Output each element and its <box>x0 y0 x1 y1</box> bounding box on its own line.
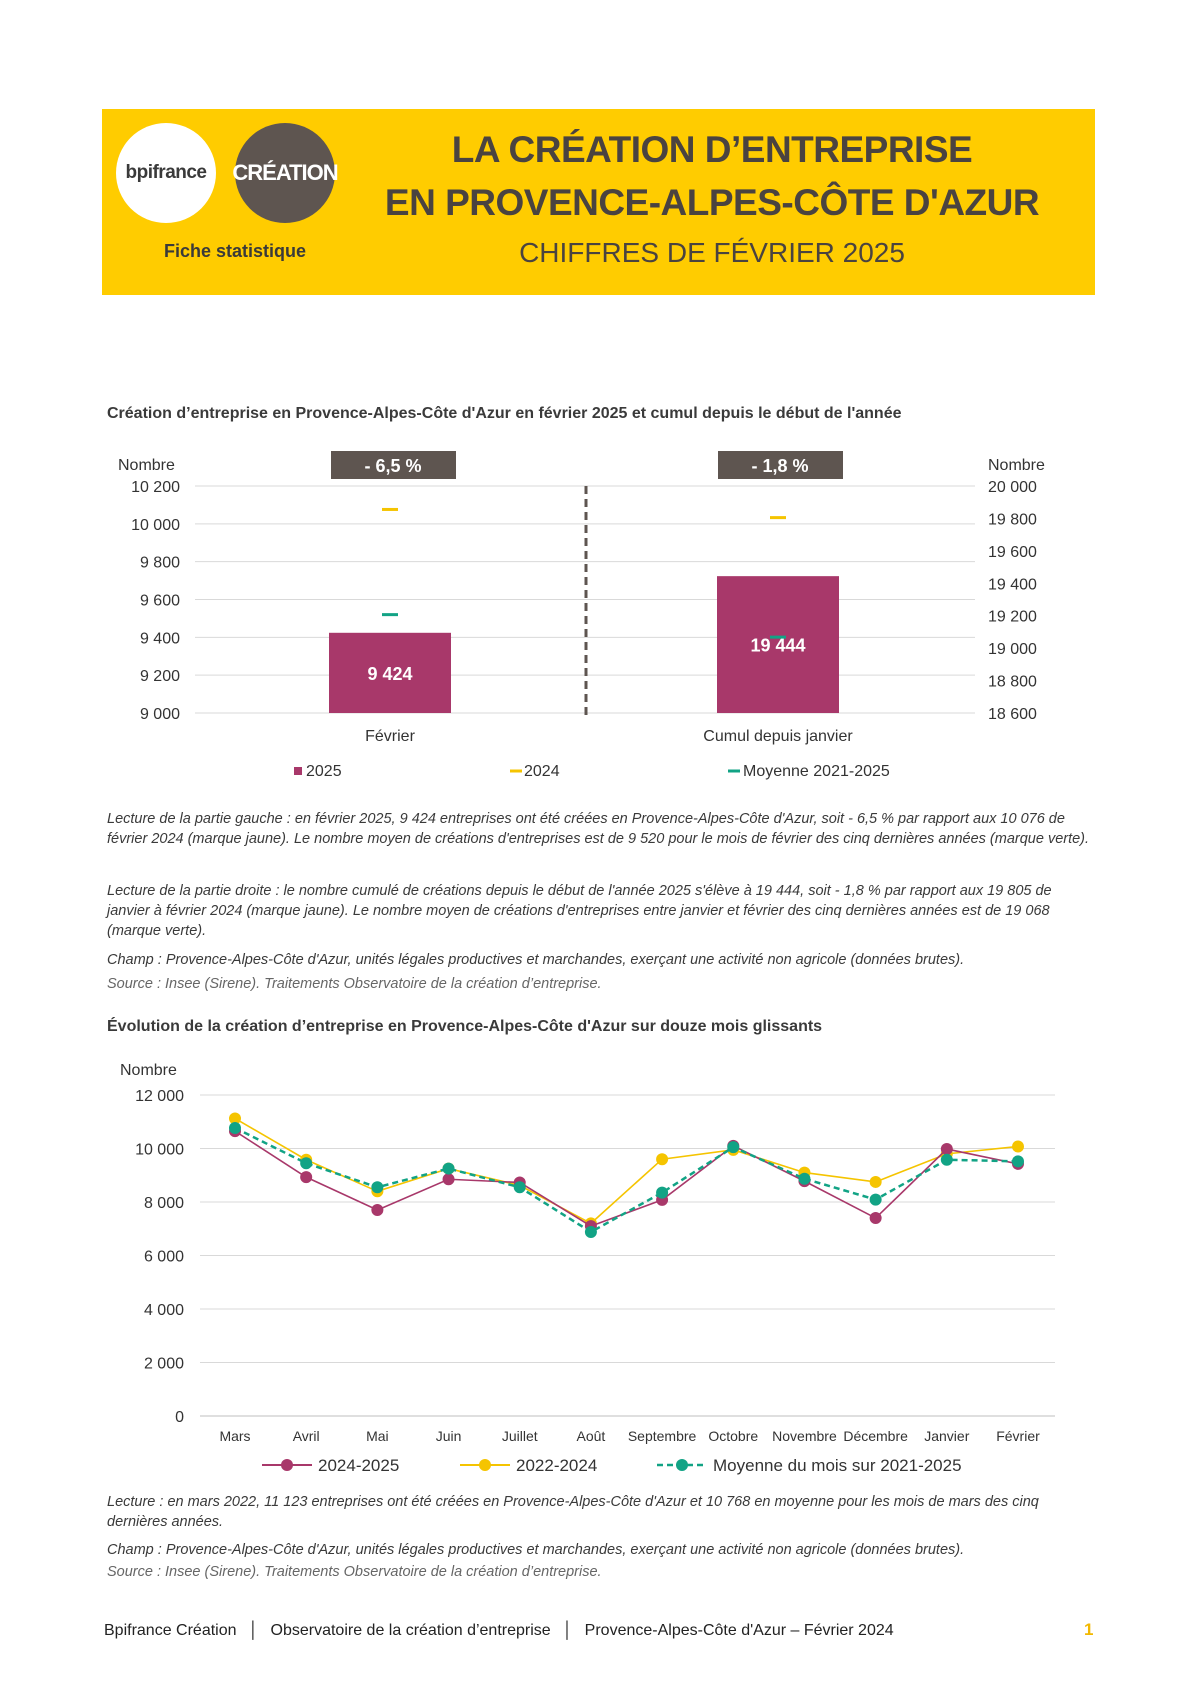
x-tick-label: Octobre <box>708 1428 759 1444</box>
footer: Bpifrance Création │ Observatoire de la création d’entreprise │ Provence-Alpes-Côte d'Azur – Février 2024 <box>104 1622 894 1639</box>
legend-2022-2024: 2022-2024 <box>516 1456 598 1475</box>
series-point-0 <box>300 1171 312 1183</box>
y-tick-label: 10 000 <box>135 1141 184 1159</box>
x-tick-label: Décembre <box>843 1428 908 1444</box>
category-fevrier: Février <box>365 728 415 745</box>
y-tick-label: 8 000 <box>143 1195 184 1212</box>
series-point-0 <box>443 1173 455 1185</box>
legend-2025-swatch <box>294 767 302 775</box>
bar-cumul-label: 19 444 <box>750 635 806 656</box>
rolling-12-months-chart <box>0 1050 1190 1475</box>
series-point-2 <box>585 1226 597 1238</box>
series-point-2 <box>656 1187 668 1199</box>
left-tick-label: 10 000 <box>131 516 180 534</box>
note-lecture-2: Lecture : en mars 2022, 11 123 entreprises ont été créées en Provence-Alpes-Côte d'Azur et 10 768 en moyenne pour les mois de mars des cinq dernières années. <box>107 1494 1039 1530</box>
x-tick-label: Mars <box>219 1428 251 1444</box>
series-point-1 <box>870 1176 882 1188</box>
x-tick-label: Juin <box>435 1428 462 1444</box>
section1-title: Création d’entreprise en Provence-Alpes-Côte d'Azur en février 2025 et cumul depuis le début de l'année <box>107 405 902 422</box>
page-number: 1 <box>1084 1620 1094 1639</box>
legend-2024: 2024 <box>524 763 560 780</box>
legend-2022-2024-dot <box>479 1459 491 1471</box>
series-point-1 <box>1012 1140 1024 1152</box>
line-axis-label: Nombre <box>120 1062 177 1079</box>
right-tick-label: 19 600 <box>988 543 1037 561</box>
right-axis-label: Nombre <box>988 457 1045 474</box>
x-tick-label: Avril <box>292 1428 320 1444</box>
x-tick-label: Février <box>996 1428 1040 1444</box>
fiche-label: Fiche statistique <box>164 241 307 261</box>
legend-moyenne-mois-dot <box>676 1459 688 1471</box>
y-tick-label: 6 000 <box>143 1248 184 1266</box>
series-point-2 <box>1012 1155 1024 1167</box>
note-champ-1: Champ : Provence-Alpes-Côte d'Azur, unités légales productives et marchandes, exerçant une activité non agricole (données brutes). <box>107 952 965 968</box>
left-tick-label: 9 200 <box>139 668 180 686</box>
y-tick-label: 12 000 <box>135 1088 184 1105</box>
left-tick-label: 9 800 <box>139 554 180 572</box>
series-point-0 <box>941 1143 953 1155</box>
series-line-1 <box>235 1118 1018 1223</box>
footer-region-date: Provence-Alpes-Côte d'Azur – Février 2024 <box>584 1622 894 1639</box>
right-tick-label: 19 800 <box>988 511 1037 529</box>
right-tick-label: 20 000 <box>988 479 1037 496</box>
page-title-line2: EN PROVENCE-ALPES-CÔTE D'AZUR <box>384 182 1040 223</box>
x-tick-label: Mai <box>366 1428 389 1444</box>
left-tick-label: 10 200 <box>131 479 180 496</box>
x-tick-label: Janvier <box>924 1428 970 1444</box>
section2-title: Évolution de la création d’entreprise en Provence-Alpes-Côte d'Azur sur douze mois glissants <box>107 1018 823 1035</box>
left-tick-label: 9 000 <box>139 706 180 723</box>
x-tick-label: Août <box>576 1428 606 1444</box>
note-source-2: Source : Insee (Sirene). Traitements Observatoire de la création d’entreprise. <box>107 1564 602 1580</box>
note-left-reading: Lecture de la partie gauche : en février 2025, 9 424 entreprises ont été créées en Provence-Alpes-Côte d'Azur, soit - 6,5 % par rapport aux 10 076 de février 2024 (marque jaune). Le nombre moyen de créations d'entreprises est de 9 520 pour le mois de février des cinq dernières années (marque verte). <box>107 811 1090 847</box>
left-tick-label: 9 400 <box>139 630 180 648</box>
series-point-2 <box>798 1173 810 1185</box>
series-point-2 <box>443 1163 455 1175</box>
note-champ-2: Champ : Provence-Alpes-Côte d'Azur, unités légales productives et marchandes, exerçant une activité non agricole (données brutes). <box>107 1542 965 1558</box>
legend-moyenne: Moyenne 2021-2025 <box>743 763 890 780</box>
y-tick-label: 4 000 <box>143 1302 184 1319</box>
right-tick-label: 19 000 <box>988 641 1037 659</box>
series-line-0 <box>235 1131 1018 1226</box>
series-point-2 <box>514 1181 526 1193</box>
right-tick-label: 18 600 <box>988 706 1037 723</box>
bpifrance-logo: bpifrance <box>116 123 216 223</box>
series-point-2 <box>870 1194 882 1206</box>
page-subtitle: CHIFFRES DE FÉVRIER 2025 <box>519 237 905 268</box>
series-point-2 <box>229 1122 241 1134</box>
header-banner <box>102 109 1095 295</box>
bar-fevrier-label: 9 424 <box>367 663 413 684</box>
y-tick-label: 2 000 <box>143 1355 184 1373</box>
y-tick-label: 0 <box>175 1409 184 1426</box>
category-cumul: Cumul depuis janvier <box>703 728 853 745</box>
monthly-cumul-chart <box>0 440 1190 840</box>
note-source-1: Source : Insee (Sirene). Traitements Observatoire de la création d’entreprise. <box>107 976 602 992</box>
right-badge: - 1,8 % <box>751 456 809 476</box>
series-point-0 <box>870 1212 882 1224</box>
series-point-2 <box>941 1154 953 1166</box>
left-axis-label: Nombre <box>118 457 175 474</box>
page-title-line1: LA CRÉATION D’ENTREPRISE <box>451 129 973 170</box>
right-tick-label: 18 800 <box>988 673 1037 691</box>
series-point-2 <box>727 1141 739 1153</box>
series-point-2 <box>300 1157 312 1169</box>
footer-brand: Bpifrance Création <box>104 1622 237 1639</box>
series-point-0 <box>371 1204 383 1216</box>
legend-2024-2025: 2024-2025 <box>318 1456 400 1475</box>
x-tick-label: Septembre <box>627 1428 697 1444</box>
x-tick-label: Juillet <box>501 1428 538 1444</box>
series-point-1 <box>656 1153 668 1165</box>
legend-2024-2025-dot <box>281 1459 293 1471</box>
x-tick-label: Novembre <box>772 1428 837 1444</box>
creation-logo: CRÉATION <box>235 123 335 223</box>
left-tick-label: 9 600 <box>139 592 180 610</box>
legend-moyenne-mois: Moyenne du mois sur 2021-2025 <box>713 1456 962 1475</box>
footer-observatoire: Observatoire de la création d’entreprise <box>270 1622 551 1639</box>
legend-2025: 2025 <box>306 763 342 780</box>
right-tick-label: 19 400 <box>988 576 1037 594</box>
series-point-2 <box>371 1181 383 1193</box>
left-badge: - 6,5 % <box>364 456 422 476</box>
right-tick-label: 19 200 <box>988 608 1037 626</box>
note-right-reading: Lecture de la partie droite : le nombre cumulé de créations depuis le début de l'année 2025 s'élève à 19 444, soit - 1,8 % par rapport aux 19 805 de janvier à février 2024 (marque jaune). Le nombre moyen de créations d'entreprises entre janvier et février des cinq dernières années est de 19 068 (marque verte). <box>107 883 1052 939</box>
